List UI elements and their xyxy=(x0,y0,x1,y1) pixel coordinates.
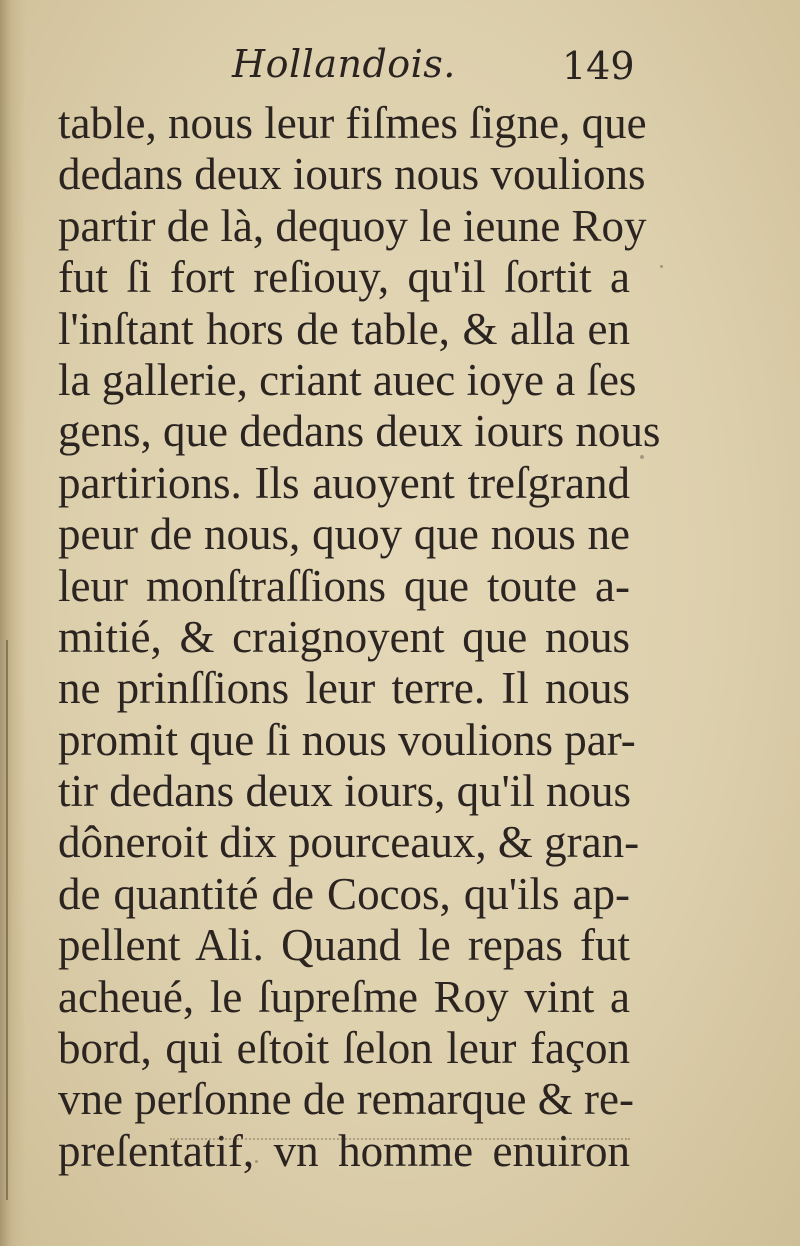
page-number: 149 xyxy=(562,44,635,88)
page-edge-line xyxy=(6,640,8,1200)
text-line: fut ſi fort reſiouy, qu'il ſortit a xyxy=(58,252,630,303)
page-gutter-shadow xyxy=(0,0,26,1246)
text-line: ne prinſſions leur terre. Il nous xyxy=(58,663,630,714)
text-line: de quantité de Cocos, qu'ils ap- xyxy=(58,868,630,919)
text-line: dôneroit dix pourceaux, & gran- xyxy=(58,817,640,868)
paper-speck xyxy=(660,265,663,268)
text-line: l'inſtant hors de table, & alla en xyxy=(58,303,630,354)
text-line: pellent Ali. Quand le repas fut xyxy=(58,920,630,971)
text-line: vne perſonne de remarque & re- xyxy=(58,1074,634,1125)
text-line: leur monſtraſſions que toute a- xyxy=(58,560,630,611)
paper-speck xyxy=(255,1160,258,1163)
text-line: table, nous leur fiſmes ſigne, que xyxy=(58,98,647,148)
text-line: bord, qui eſtoit ſelon leur façon xyxy=(58,1023,630,1074)
show-through-rule xyxy=(170,1138,630,1141)
text-line: partirions. Ils auoyent treſgrand xyxy=(58,457,630,508)
text-line: preſentatif, vn homme enuiron xyxy=(58,1125,630,1176)
text-line: dedans deux iours nous voulions xyxy=(58,149,646,200)
text-line: gens, que dedans deux iours nous xyxy=(58,406,661,457)
page-header xyxy=(0,42,800,102)
text-line: peur de nous, quoy que nous ne xyxy=(58,509,630,560)
body-text xyxy=(58,98,661,1177)
running-head: Hollandois. xyxy=(232,42,456,86)
text-line: promit que ſi nous voulions par- xyxy=(58,714,636,765)
text-line: mitié, & craignoyent que nous xyxy=(58,611,630,662)
paper-speck xyxy=(640,455,644,459)
text-line: la gallerie, criant auec ioye a ſes xyxy=(58,354,637,405)
text-line: tir dedans deux iours, qu'il nous xyxy=(58,766,632,817)
text-line: partir de là, dequoy le ieune Roy xyxy=(58,200,647,251)
text-line: acheué, le ſupreſme Roy vint a xyxy=(58,971,630,1022)
